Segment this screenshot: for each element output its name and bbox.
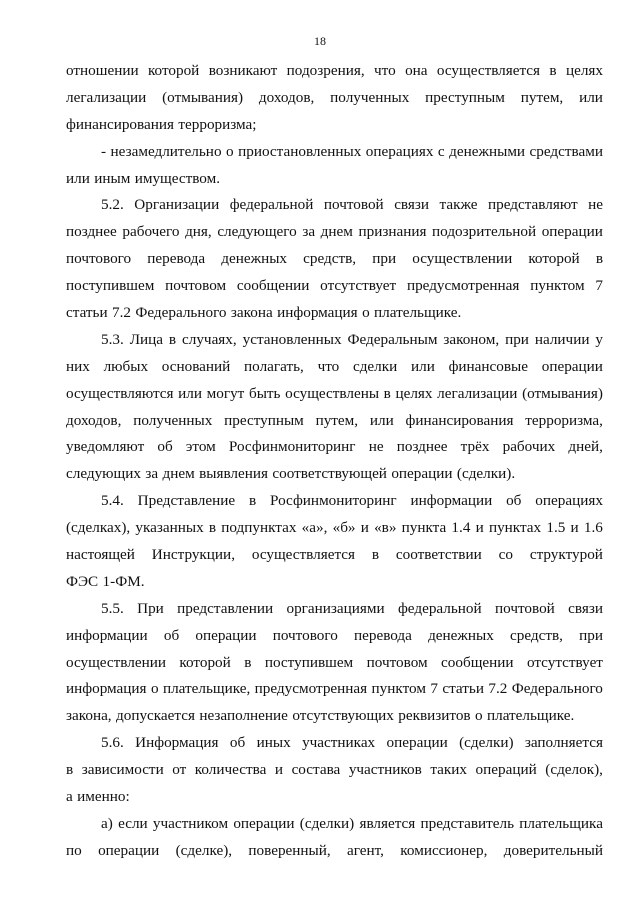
- text-line: в зависимости от количества и состава участников таких операций (сделок),: [66, 761, 603, 779]
- text-line: - незамедлительно о приостановленных операциях с денежными средствами: [101, 142, 603, 160]
- text-line: 5.4. Представление в Росфинмониторинг информации об операциях: [101, 492, 603, 510]
- text-line: осуществлении которой в поступившем почтовом сообщении отсутствует: [66, 653, 603, 671]
- text-line: почтового перевода денежных средств, при осуществлении которой в: [66, 250, 603, 268]
- text-line: информации об операции почтового перевода денежных средств, при: [66, 626, 603, 644]
- text-line: легализации (отмывания) доходов, полученных преступным путем, или: [66, 88, 603, 106]
- text-line: уведомляют об этом Росфинмониторинг не позднее трёх рабочих дней,: [66, 438, 603, 456]
- text-line: поступившем почтовом сообщении отсутствует предусмотренная пунктом 7: [66, 277, 603, 295]
- text-line: позднее рабочего дня, следующего за днем признания подозрительной операции: [66, 223, 603, 241]
- text-line: или иным имуществом.: [66, 169, 221, 187]
- text-line: следующих за днем выявления соответствующей операции (сделки).: [66, 465, 516, 483]
- paragraph: [66, 327, 603, 488]
- text-line: 5.5. При представлении организациями федеральной почтовой связи: [101, 599, 603, 617]
- text-line: осуществляются или могут быть осуществлены в целях легализации (отмывания): [66, 384, 603, 402]
- paragraph: [66, 139, 603, 193]
- text-line: по операции (сделке), поверенный, агент, комиссионер, доверительный: [66, 841, 603, 859]
- page-number: 18: [314, 34, 326, 48]
- text-line: 5.6. Информация об иных участниках операции (сделки) заполняется: [101, 734, 603, 752]
- text-line: а именно:: [66, 788, 130, 806]
- text-line: (сделках), указанных в подпунктах «а», «б» и «в» пункта 1.4 и пунктах 1.5 и 1.6: [66, 519, 603, 537]
- text-line: статьи 7.2 Федерального закона информация о плательщике.: [66, 304, 462, 322]
- text-line: 5.2. Организации федеральной почтовой связи также представляют не: [101, 196, 603, 214]
- paragraph: [66, 192, 603, 326]
- text-line: них любых оснований полагать, что сделки или финансовые операции: [66, 357, 603, 375]
- paragraph: [66, 488, 603, 596]
- text-line: настоящей Инструкции, осуществляется в соответствии со структурой: [66, 546, 603, 564]
- text-line: ФЭС 1-ФМ.: [66, 572, 145, 590]
- text-line: информация о плательщике, предусмотренная пунктом 7 статьи 7.2 Федерального: [66, 680, 603, 698]
- text-line: а) если участником операции (сделки) является представитель плательщика: [101, 814, 603, 832]
- text-line: 5.3. Лица в случаях, установленных Федеральным законом, при наличии у: [101, 330, 603, 348]
- paragraph: [66, 811, 603, 865]
- text-line: отношении которой возникают подозрения, что она осуществляется в целях: [66, 62, 603, 79]
- document-body: [66, 58, 603, 865]
- paragraph: [66, 58, 603, 139]
- paragraph: [66, 596, 603, 730]
- text-line: финансирования терроризма;: [66, 115, 257, 133]
- paragraph: [66, 730, 603, 811]
- text-line: закона, допускается незаполнение отсутствующих реквизитов о плательщике.: [66, 707, 575, 725]
- text-line: доходов, полученных преступным путем, или финансирования терроризма,: [66, 411, 603, 429]
